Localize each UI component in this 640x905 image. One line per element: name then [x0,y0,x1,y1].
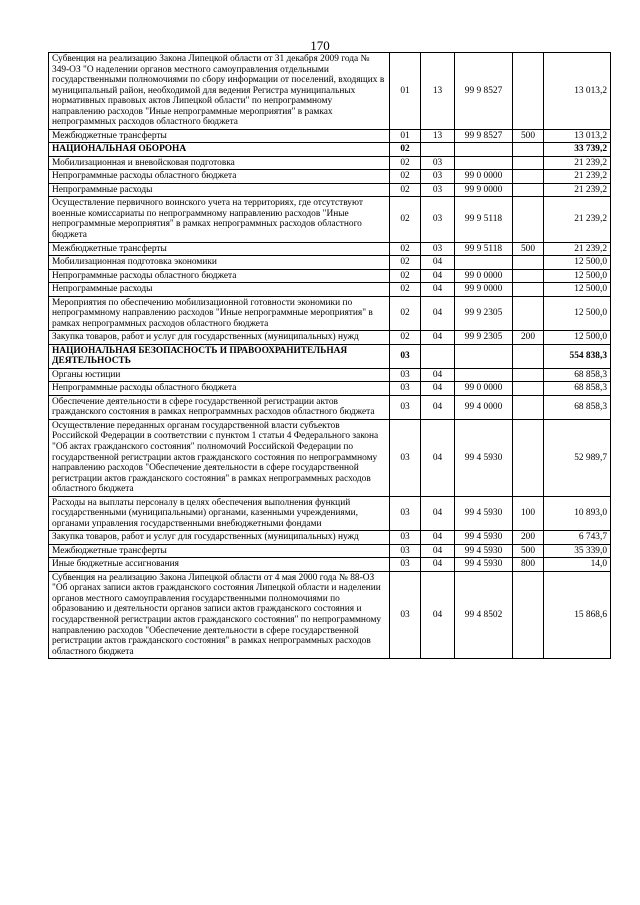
row-name-cell: Субвенция на реализацию Закона Липецкой области от 4 мая 2000 года № 88-ОЗ "Об органах записи актов гражданского состояния Липецкой области и наделении органов местного самоуправления государственными полномочиями по образованию и деятельности органов записи актов гражданского состояния и государственной регистрации актов гражданского состояния" по непрограммному направлению расходов "Обеспечение деятельности в сфере государственной регистрации актов гражданского состояния" в рамках непрограммных расходов областного бюджета [49,571,390,658]
row-name-cell: Мобилизационная и вневойсковая подготовка [49,156,390,170]
row-section-cell: 02 [390,331,421,345]
row-name-cell: Непрограммные расходы областного бюджета [49,382,390,396]
row-subsection-cell: 04 [421,395,455,419]
row-amount-cell: 13 013,2 [544,129,611,143]
row-target-article-cell [455,156,513,170]
row-target-article-cell: 99 4 5930 [455,419,513,496]
row-expense-type-cell [513,156,544,170]
row-expense-type-cell: 500 [513,129,544,143]
row-section-cell: 02 [390,170,421,184]
row-target-article-cell [455,344,513,368]
row-name-cell: Межбюджетные трансферты [49,242,390,256]
row-name-cell: Органы юстиции [49,368,390,382]
table-row [49,170,611,184]
table-row [49,496,611,531]
row-name-cell: Межбюджетные трансферты [49,129,390,143]
row-amount-cell: 12 500,0 [544,256,611,270]
row-expense-type-cell [513,419,544,496]
row-section-cell: 03 [390,368,421,382]
row-section-cell: 02 [390,296,421,331]
row-amount-cell: 52 989,7 [544,419,611,496]
row-subsection-cell: 04 [421,531,455,545]
row-amount-cell: 12 500,0 [544,296,611,331]
row-name-cell: Иные бюджетные ассигнования [49,558,390,572]
row-subsection-cell: 04 [421,558,455,572]
row-section-cell: 02 [390,256,421,270]
row-subsection-cell: 03 [421,242,455,256]
row-target-article-cell: 99 9 8527 [455,129,513,143]
row-expense-type-cell [513,571,544,658]
row-amount-cell: 35 339,0 [544,544,611,558]
row-target-article-cell: 99 9 5118 [455,242,513,256]
row-subsection-cell: 04 [421,368,455,382]
table-row [49,269,611,283]
row-amount-cell: 68 858,3 [544,368,611,382]
row-amount-cell: 21 239,2 [544,242,611,256]
table-row [49,183,611,197]
row-target-article-cell: 99 4 5930 [455,531,513,545]
row-expense-type-cell: 500 [513,544,544,558]
row-expense-type-cell [513,256,544,270]
table-row [49,419,611,496]
row-amount-cell: 12 500,0 [544,269,611,283]
row-amount-cell: 68 858,3 [544,382,611,396]
row-subsection-cell: 04 [421,296,455,331]
row-name-cell: Непрограммные расходы областного бюджета [49,170,390,184]
row-section-cell: 02 [390,242,421,256]
row-subsection-cell: 04 [421,283,455,297]
row-amount-cell: 21 239,2 [544,183,611,197]
row-section-cell: 02 [390,197,421,242]
table-row [49,368,611,382]
row-amount-cell: 21 239,2 [544,170,611,184]
row-name-cell: Осуществление первичного воинского учета на территориях, где отсутствуют военные комиссариаты по непрограммному направлению расходов "Иные непрограммные мероприятия" в рамках непрограммных расходов областного бюджета [49,197,390,242]
table-row [49,283,611,297]
table-row [49,53,611,130]
table-row [49,129,611,143]
table-row [49,256,611,270]
row-name-cell: Непрограммные расходы [49,183,390,197]
row-expense-type-cell [513,53,544,130]
row-name-cell: Закупка товаров, работ и услуг для государственных (муниципальных) нужд [49,531,390,545]
page-number: 170 [310,38,330,53]
row-subsection-cell: 04 [421,382,455,396]
row-expense-type-cell [513,183,544,197]
row-amount-cell: 15 868,6 [544,571,611,658]
row-subsection-cell: 04 [421,419,455,496]
table-row [49,558,611,572]
table-row [49,296,611,331]
row-expense-type-cell [513,143,544,157]
budget-table [48,52,611,659]
row-amount-cell: 6 743,7 [544,531,611,545]
table-row [49,571,611,658]
row-amount-cell: 14,0 [544,558,611,572]
row-section-cell: 03 [390,419,421,496]
row-target-article-cell [455,143,513,157]
row-section-cell: 02 [390,183,421,197]
row-target-article-cell: 99 4 8502 [455,571,513,658]
row-section-cell: 01 [390,129,421,143]
row-amount-cell: 21 239,2 [544,156,611,170]
row-section-cell: 03 [390,558,421,572]
row-subsection-cell: 13 [421,129,455,143]
row-name-cell: Непрограммные расходы [49,283,390,297]
row-expense-type-cell [513,197,544,242]
row-name-cell: Осуществление переданных органам государственной власти субъектов Российской Федерации в соответствии с пунктом 1 статьи 4 Федерального закона "Об актах гражданского состояния" полномочий Российской Федерации по государственной регистрации актов гражданского состояния по непрограммному направлению расходов "Обеспечение деятельности в сфере государственной регистрации актов гражданского состояния" в рамках непрограммных расходов областного бюджета [49,419,390,496]
row-expense-type-cell [513,344,544,368]
row-target-article-cell: 99 4 0000 [455,395,513,419]
row-expense-type-cell [513,283,544,297]
row-name-cell: Непрограммные расходы областного бюджета [49,269,390,283]
row-subsection-cell: 03 [421,170,455,184]
row-target-article-cell: 99 9 2305 [455,331,513,345]
table-row [49,544,611,558]
table-row [49,344,611,368]
row-expense-type-cell: 200 [513,531,544,545]
row-target-article-cell: 99 9 0000 [455,183,513,197]
row-amount-cell: 10 893,0 [544,496,611,531]
row-target-article-cell: 99 0 0000 [455,170,513,184]
row-section-cell: 03 [390,382,421,396]
row-section-cell: 03 [390,344,421,368]
row-amount-cell: 68 858,3 [544,395,611,419]
row-section-cell: 02 [390,143,421,157]
table-row [49,382,611,396]
row-section-cell: 03 [390,496,421,531]
row-section-cell: 02 [390,283,421,297]
row-expense-type-cell [513,296,544,331]
row-target-article-cell [455,368,513,382]
row-amount-cell: 21 239,2 [544,197,611,242]
row-name-cell: Закупка товаров, работ и услуг для государственных (муниципальных) нужд [49,331,390,345]
row-target-article-cell [455,256,513,270]
row-expense-type-cell [513,395,544,419]
row-expense-type-cell [513,382,544,396]
row-target-article-cell: 99 9 5118 [455,197,513,242]
table-row [49,156,611,170]
table-row [49,197,611,242]
row-amount-cell: 33 739,2 [544,143,611,157]
row-subsection-cell: 03 [421,197,455,242]
row-subsection-cell: 04 [421,496,455,531]
row-target-article-cell: 99 4 5930 [455,496,513,531]
row-subsection-cell: 03 [421,156,455,170]
row-expense-type-cell: 800 [513,558,544,572]
row-subsection-cell: 04 [421,269,455,283]
row-section-cell: 02 [390,156,421,170]
row-section-cell: 01 [390,53,421,130]
row-section-cell: 03 [390,544,421,558]
row-section-cell: 03 [390,571,421,658]
row-section-cell: 03 [390,531,421,545]
row-expense-type-cell: 500 [513,242,544,256]
table-row [49,143,611,157]
row-target-article-cell: 99 4 5930 [455,558,513,572]
row-section-cell: 03 [390,395,421,419]
row-subsection-cell: 04 [421,331,455,345]
row-name-cell: НАЦИОНАЛЬНАЯ ОБОРОНА [49,143,390,157]
row-expense-type-cell: 200 [513,331,544,345]
row-target-article-cell: 99 0 0000 [455,382,513,396]
row-target-article-cell: 99 9 0000 [455,283,513,297]
row-section-cell: 02 [390,269,421,283]
row-subsection-cell: 04 [421,256,455,270]
row-subsection-cell [421,344,455,368]
row-target-article-cell: 99 9 8527 [455,53,513,130]
row-expense-type-cell [513,269,544,283]
row-name-cell: НАЦИОНАЛЬНАЯ БЕЗОПАСНОСТЬ И ПРАВООХРАНИТЕЛЬНАЯ ДЕЯТЕЛЬНОСТЬ [49,344,390,368]
row-name-cell: Межбюджетные трансферты [49,544,390,558]
row-subsection-cell: 04 [421,571,455,658]
table-row [49,395,611,419]
row-name-cell: Мобилизационная подготовка экономики [49,256,390,270]
row-subsection-cell [421,143,455,157]
table-row [49,242,611,256]
table-body [49,53,611,659]
row-expense-type-cell [513,368,544,382]
row-name-cell: Расходы на выплаты персоналу в целях обеспечения выполнения функций государственными (муниципальными) органами, казенными учреждениями, органами управления государственными внебюджетными фондами [49,496,390,531]
row-amount-cell: 12 500,0 [544,283,611,297]
row-target-article-cell: 99 0 0000 [455,269,513,283]
row-expense-type-cell [513,170,544,184]
row-target-article-cell: 99 4 5930 [455,544,513,558]
table-row [49,331,611,345]
table-row [49,531,611,545]
row-subsection-cell: 03 [421,183,455,197]
row-name-cell: Субвенция на реализацию Закона Липецкой области от 31 декабря 2009 года № 349-ОЗ "О наделении органов местного самоуправления отдельными государственными полномочиями по сбору информации от поселений, входящих в муниципальный район, необходимой для ведения Регистра муниципальных нормативных правовых актов Липецкой области" по непрограммному направлению расходов "Иные непрограммные мероприятия" в рамках непрограммных расходов областного бюджета [49,53,390,130]
row-amount-cell: 554 838,3 [544,344,611,368]
row-target-article-cell: 99 9 2305 [455,296,513,331]
row-name-cell: Обеспечение деятельности в сфере государственной регистрации актов гражданского состояния в рамках непрограммных расходов областного бюджета [49,395,390,419]
row-amount-cell: 12 500,0 [544,331,611,345]
row-subsection-cell: 13 [421,53,455,130]
row-subsection-cell: 04 [421,544,455,558]
row-amount-cell: 13 013,2 [544,53,611,130]
row-name-cell: Мероприятия по обеспечению мобилизационной готовности экономики по непрограммному направлению расходов "Иные непрограммные мероприятия" в рамках непрограммных расходов областного бюджета [49,296,390,331]
row-expense-type-cell: 100 [513,496,544,531]
